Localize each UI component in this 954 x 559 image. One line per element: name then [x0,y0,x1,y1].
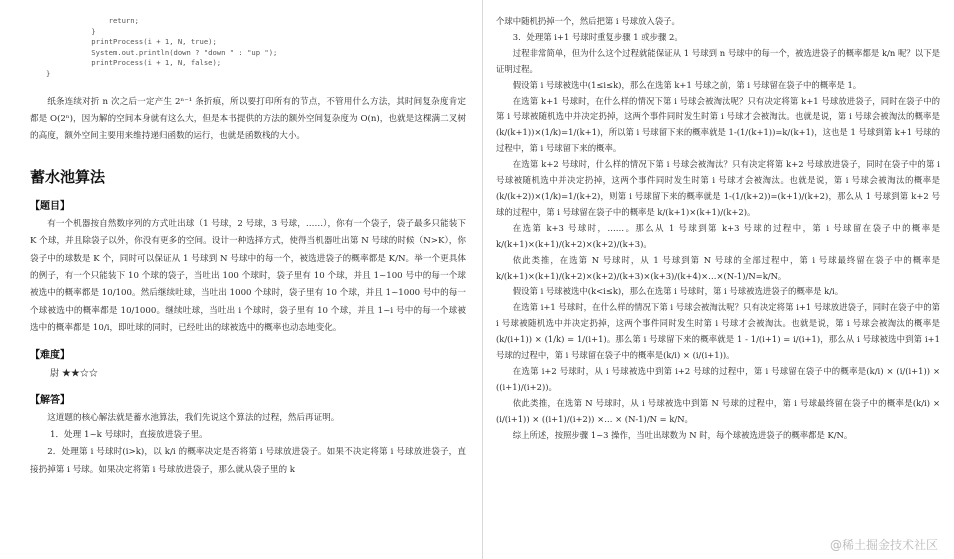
answer-intro: 这道题的核心解法就是蓄水池算法，我们先说这个算法的过程，然后再证明。 [47,412,340,423]
body-paragraph: 综上所述，按照步骤 1~3 操作，当吐出球数为 N 时，每个球被选进袋子的概率都是 K/N。 [512,429,853,440]
body-paragraph: 过程非常简单，但为什么这个过程就能保证从 1 号球到 n 号球中的每一个，被选进袋子的概率都是 k/n 呢？以下是证明过程。 [496,47,940,74]
difficulty-heading: 【难度】 [30,349,70,361]
body-paragraph: 在选第 k+1 号球时，在什么样的情况下第 i 号球会被淘汰呢？只有决定将第 k+1 号球放进袋子，同时在袋子中的第 i 号球被随机选中并决定扔掉，这两个事件同时发生时第 i 号球才会被淘汰。也就是说，第 i 号球会被淘汰的概率是(k/(k+1))×(1/k)=1/(k+1)，所以第 i 号球留下来的概率就是 1-(1/(k+1))=k/(k+1)，这也是 1 号球到第 k+1 号球的过程中，第 i 号球留下来的概率。 [496,95,940,154]
body-paragraph: 依此类推，在选第 N 号球时，从 i 号球被选中到第 N 号球的过程中，第 i 号球最终留在袋子中的概率是(k/i) × (i/(i+1)) × ((i+1)/(i+2)) ×… × (N-1)/N = k/N。 [496,397,940,424]
code-line: printProcess(i + 1, N, true); [74,37,217,47]
code-line: } [74,26,96,36]
code-line: return; [74,16,139,25]
code-line: printProcess(i + 1, N, false); [74,58,222,68]
step-2: 2．处理第 i 号球时(i>k)，以 k/i 的概率决定是否将第 i 号球放进袋子。如果不决定将第 i 号球放进袋子，直接扔掉第 i 号球。如果决定将第 i 号球放进袋子，那么就从袋子里的 k [30,447,466,475]
body-paragraph: 在选第 k+3 号球时，……。那么从 1 号球到第 k+3 号球的过程中，第 i 号球留在袋子中的概率是 k/(k+1)×(k+1)/(k+2)×(k+2)/(k+3)。 [496,222,940,249]
section-title: 蓄水池算法 [30,167,106,186]
code-line: } [46,68,51,78]
body-paragraph: 在选第 i+1 号球时，在什么样的情况下第 i 号球会被淘汰呢？只有决定将第 i+1 号球放进袋子，同时在袋子中的第 i 号球被随机选中并决定扔掉，这两个事件同时发生时第 i 号球才会被淘汰。也就是说，第 i 号球会被淘汰的概率是(k/(i+1)) × (1/k) = 1/(i+1)。那么第 i 号球留下来的概率就是 1 - 1/(i+1) = i/(i+1)，那么从 i 号球被选中到第 i+1 号球的过程中，第 i 号球留在袋子中的概率是(k/i) × (i/(i+1))。 [496,302,940,361]
watermark: @稀土掘金技术社区 [829,538,938,552]
intro-paragraph: 纸条连续对折 n 次之后一定产生 2ⁿ⁻¹ 条折痕，所以要打印所有的节点，不管用什么方法，其时间复杂度肯定都是 O(2ⁿ)，因为解的空间本身就有这么大，但是本书提供的方法的额外空间复杂度为 O(n)，也就是这棵满二叉树的高度，额外空间主要用来维持递归函数的运行，也就是函数栈的大小。 [30,96,466,142]
right-page [484,0,954,559]
body-paragraph: 在选第 k+2 号球时，什么样的情况下第 i 号球会被淘汰？只有决定将第 k+2 号球放进袋子，同时在袋子中的第 i 号球被随机选中并决定扔掉，这两个事件同时发生时第 i 号球才会被淘汰。也就是说，第 i 号球会被淘汰的概率是(k/(k+2))×(1/k)=1/(k+2)，则第 i 号球留下来的概率就是 1-(1/(k+2))=(k+1)/(k+2)，那么从 1 号球到第 k+2 号球的过程中，第 i 号球留在袋子中的概率是 k/(k+1)×(k+1)/(k+2)。 [496,159,940,217]
code-line: System.out.println(down ? "down " : "up "); [74,47,278,57]
step-1: 1．处理 1~k 号球时，直接放进袋子里。 [50,430,208,441]
body-paragraph: 个球中随机扔掉一个，然后把第 i 号球放入袋子。 [496,16,680,26]
problem-paragraph: 有一个机器按自然数序列的方式吐出球（1 号球，2 号球，3 号球，……），你有一个袋子，袋子最多只能装下 K 个球，并且除袋子以外，你没有更多的空间。设计一种选择方式，使得当机器吐出第 N 号球的时候（N>K），你袋子中的球数是 K 个，同时可以保证从 1 号球到 N 号球中的每一个，被选进袋子的概率都是 K/N。举一个更具体的例子，有一个只能装下 10 个球的袋子，当吐出 100 个球时，袋子里有 10 个球，并且 1~100 号中的每一个球被选中的概率都是 10/100。然后继续吐球，当吐出 1000 个球时，袋子里有 10 个球，并且 1~1000 号中的每一个球被选中的概率都是 10/1000。继续吐球，当吐出 i 个球时，袋子里有 10 个球，并且 1~i 号中的每一个球被选中的概率都是 10/i，即吐球的同时，已经吐出的球被选中的概率也动态地变化。 [30,218,466,334]
body-paragraph: 在选第 i+2 号球时，从 i 号球被选中到第 i+2 号球的过程中，第 i 号球留在袋子中的概率是(k/i) × (i/(i+1)) × ((i+1)/(i+2))。 [496,365,940,392]
code-block [46,16,466,80]
body-paragraph: 依此类推，在选第 N 号球时，从 1 号球到第 N 号球的全部过程中，第 i 号球最终留在袋子中的概率是 k/(k+1)×(k+1)/(k+2)×(k+2)/(k+3)×(k+3)/(k+4)×…×(N-1)/N=k/N。 [496,254,940,281]
difficulty-rating: 尉 ★★☆☆ [50,368,98,379]
body-paragraph: 假设第 i 号球被选中(1≤i≤k)，那么在选第 k+1 号球之前，第 i 号球留在袋子中的概率是 1。 [512,79,862,90]
body-paragraph: 3．处理第 i+1 号球时重复步骤 1 或步骤 2。 [512,31,683,42]
problem-heading: 【题目】 [30,200,70,212]
body-paragraph: 假设第 i 号球被选中(k<i≤k)，那么在选第 i 号球时，第 i 号球被选进袋子的概率是 k/i。 [512,286,844,297]
answer-heading: 【解答】 [30,394,70,406]
page-divider [482,0,483,559]
